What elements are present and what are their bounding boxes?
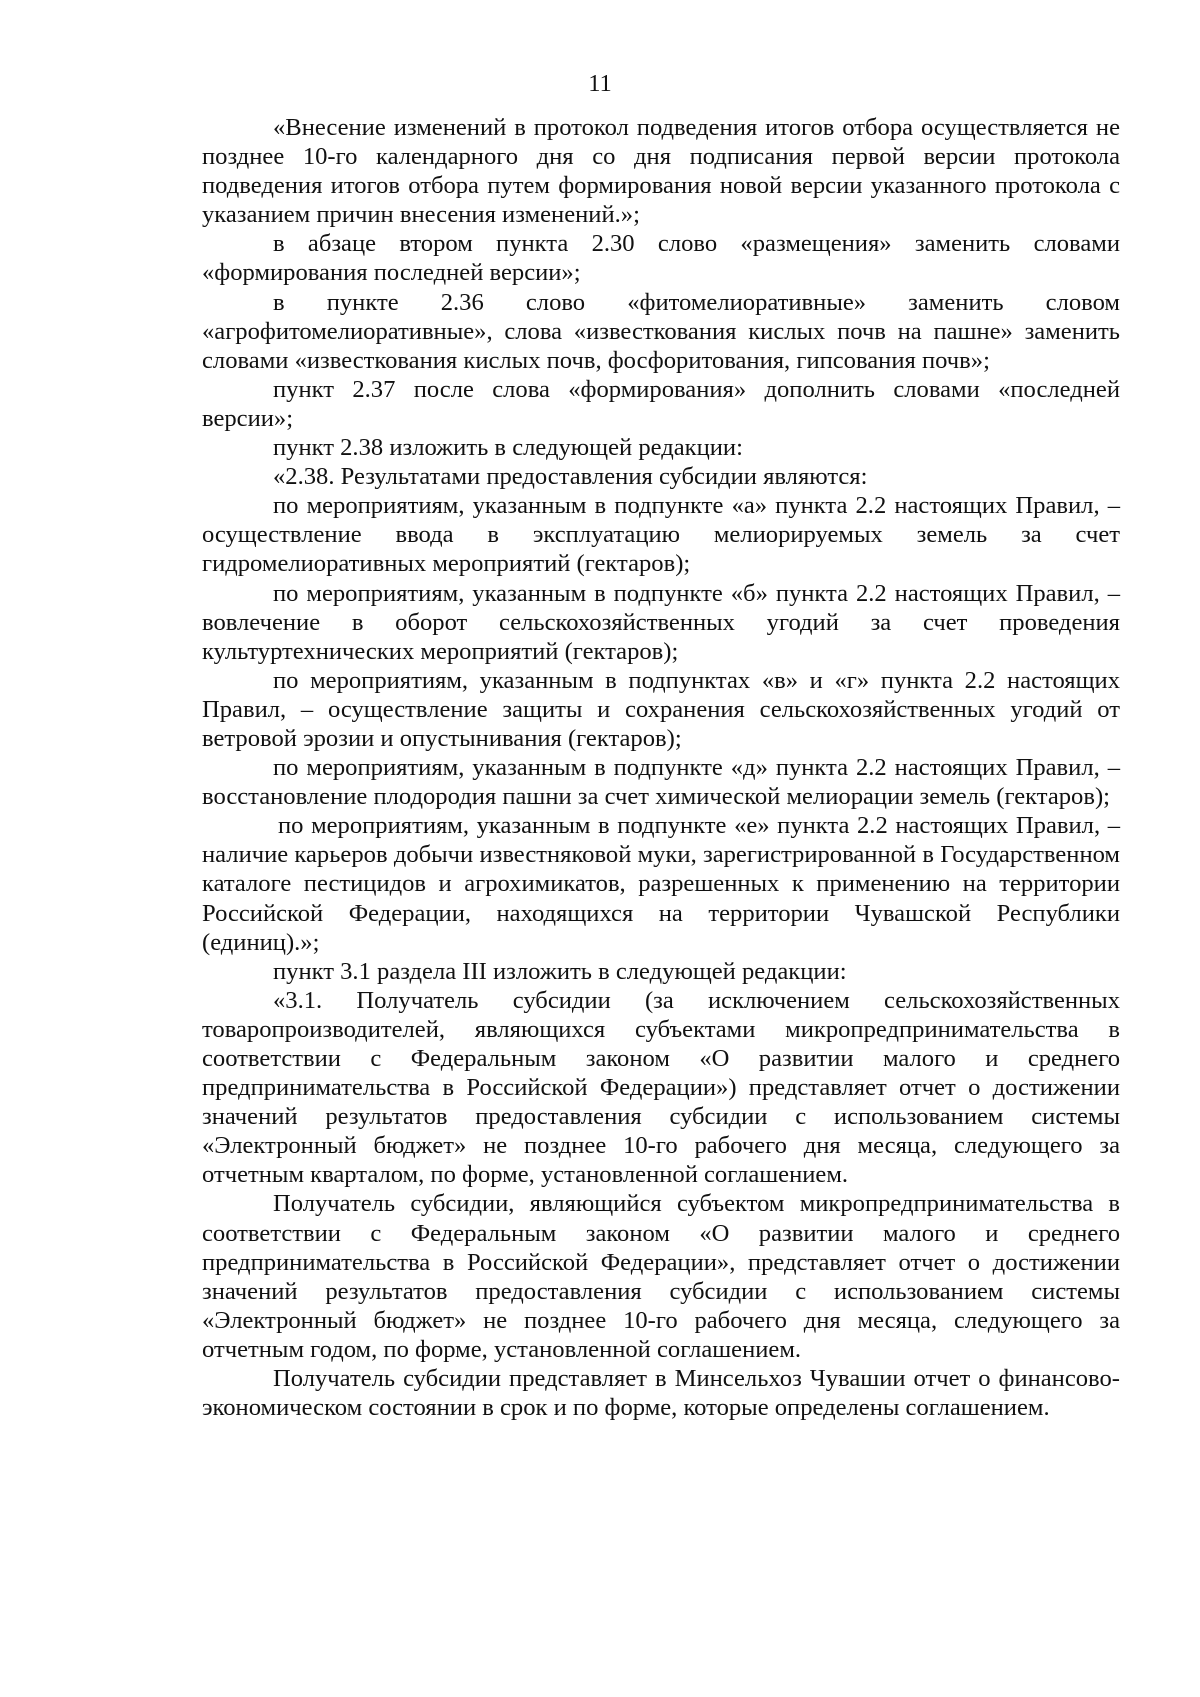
- paragraph-result-subitem-b: по мероприятиям, указанным в подпункте «б» пункта 2.2 настоящих Правил, – вовлечение в оборот сельскохозяйственных угодий за счет проведения культуртехнических мероприятий (гектаров);: [202, 579, 1120, 665]
- paragraph-financial-report: Получатель субсидии представляет в Минсельхоз Чувашии отчет о финансово-экономическом состоянии в срок и по форме, которые определены соглашением.: [202, 1365, 1120, 1422]
- page-number: 11: [588, 70, 612, 97]
- paragraph-result-subitem-d: по мероприятиям, указанным в подпункте «д» пункта 2.2 настоящих Правил, – восстановление плодородия пашни за счет химической мелиорации земель (гектаров);: [202, 754, 1120, 811]
- paragraph-item-3-1-text: «3.1. Получатель субсидии (за исключением сельскохозяйственных товаропроизводителей, являющихся субъектами микропредпринимательства в соответствии с Федеральным законом «О развитии малого и среднего предпринимательства в Российской Федерации») представляет отчет о достижении значений результатов предоставления субсидии с использованием системы «Электронный бюджет» не позднее 10-го рабочего дня месяца, следующего за отчетным кварталом, по форме, установленной соглашением.: [202, 986, 1120, 1189]
- document-body: [202, 113, 1120, 1422]
- paragraph-item-2-30: в абзаце втором пункта 2.30 слово «размещения» заменить словами «формирования последней версии»;: [202, 230, 1120, 287]
- paragraph-result-subitem-a: по мероприятиям, указанным в подпункте «а» пункта 2.2 настоящих Правил, – осуществление ввода в эксплуатацию мелиорируемых земель за счет гидромелиоративных мероприятий (гектаров);: [202, 492, 1120, 578]
- paragraph-protocol-amendments: «Внесение изменений в протокол подведения итогов отбора осуществляется не позднее 10-го календарного дня со дня подписания первой версии протокола подведения итогов отбора путем формирования новой версии указанного протокола с указанием причин внесения изменений.»;: [202, 114, 1120, 229]
- paragraph-item-2-36: в пункте 2.36 слово «фитомелиоративные» заменить словом «агрофитомелиоративные», слова «известкования кислых почв на пашне» заменить словами «известкования кислых почв, фосфоритования, гипсования почв»;: [202, 288, 1120, 374]
- paragraph-item-2-38-results: «2.38. Результатами предоставления субсидии являются:: [273, 463, 868, 491]
- paragraph-item-2-37: пункт 2.37 после слова «формирования» дополнить словами «последней версии»;: [202, 375, 1120, 432]
- paragraph-result-subitems-v-g: по мероприятиям, указанным в подпунктах «в» и «г» пункта 2.2 настоящих Правил, – осуществление защиты и сохранения сельскохозяйственных угодий от ветровой эрозии и опустынивания (гектаров);: [202, 666, 1120, 752]
- paragraph-item-2-38-intro: пункт 2.38 изложить в следующей редакции:: [273, 434, 743, 462]
- paragraph-item-3-1-intro: пункт 3.1 раздела III изложить в следующей редакции:: [273, 957, 847, 985]
- paragraph-micro-enterprise-report: Получатель субсидии, являющийся субъектом микропредпринимательства в соответствии с Федеральным законом «О развитии малого и среднего предпринимательства в Российской Федерации», представляет отчет о достижении значений результатов предоставления субсидии с использованием системы «Электронный бюджет» не позднее 10-го рабочего дня месяца, следующего за отчетным годом, по форме, установленной соглашением.: [202, 1190, 1120, 1363]
- paragraph-result-subitem-e: по мероприятиям, указанным в подпункте «е» пункта 2.2 настоящих Правил, – наличие карьеров добычи известняковой муки, зарегистрированной в Государственном каталоге пестицидов и агрохимикатов, разрешенных к применению на территории Российской Федерации, находящихся на территории Чувашской Республики (единиц).»;: [202, 812, 1120, 956]
